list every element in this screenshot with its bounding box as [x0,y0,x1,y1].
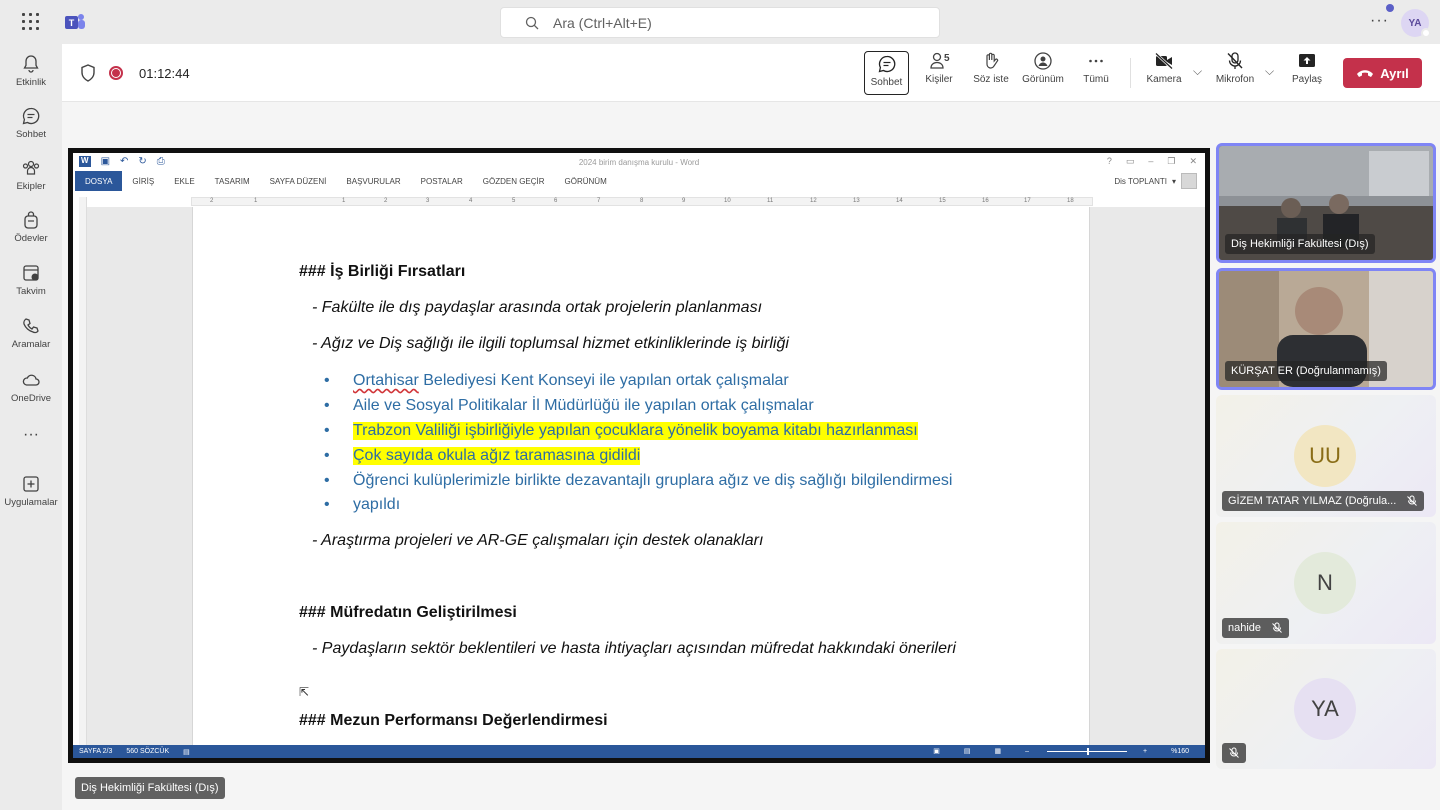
horizontal-ruler [191,197,1093,206]
rail-label: Ödevler [14,233,48,244]
account-avatar [1181,173,1197,189]
heading-graduate-performance: ### Mezun Performansı Değerlendirmesi [299,712,608,729]
participant-avatar: UU [1294,425,1356,487]
tab-layout[interactable]: SAYFA DÜZENİ [269,176,327,186]
tab-home[interactable]: GİRİŞ [132,176,155,186]
mouse-cursor-icon: ⇱ [299,685,310,699]
rail-more-icon[interactable]: ··· [23,426,39,443]
bullet-text-rest: Belediyesi Kent Konseyi ile yapılan ortak çalışmalar [418,372,789,389]
rail-label: Aramalar [11,339,51,350]
document-canvas[interactable] [87,207,1205,745]
word-doc-title: 2024 birim danışma kurulu - Word [578,158,700,167]
chevron-down-icon: ▾ [1171,176,1176,186]
teams-logo-icon [64,11,86,33]
mic-button[interactable] [1212,51,1258,95]
paragraph: - Fakülte ile dış paydaşlar arasında ortak projelerin planlanması [312,299,763,316]
print-layout-icon[interactable]: ▤ [963,748,971,755]
ruler-tick: 3 [426,198,430,204]
ruler-tick: 12 [810,198,817,204]
word-ribbon-tabs [73,171,1205,191]
mic-off-icon [1228,747,1240,759]
app-launcher-icon[interactable] [22,13,40,31]
tab-design[interactable]: TASARIM [214,176,250,186]
separator [1130,58,1131,88]
ruler-tick: 15 [939,198,946,204]
zoom-in-icon[interactable]: + [1143,747,1148,755]
left-rail [0,44,62,810]
raise-hand-label: Söz iste [973,74,1009,85]
word-account-name: Dis TOPLANTI [1114,176,1167,186]
ruler-tick: 18 [1067,198,1074,204]
ruler-tick: 2 [210,198,214,204]
mic-off-icon [1225,51,1245,71]
raise-hand-button[interactable] [971,51,1011,95]
participant-tile-self[interactable] [1216,649,1436,769]
paragraph: - Araştırma projeleri ve AR-GE çalışmaları için destek olanakları [312,532,764,549]
restore-icon[interactable]: ❐ [1167,156,1176,166]
zoom-level[interactable]: %160 [1171,747,1189,755]
rail-item-chat[interactable] [0,106,62,140]
participant-tile[interactable] [1216,395,1436,517]
participant-name [1222,618,1289,638]
cloud-icon [21,370,41,390]
rail-item-onedrive[interactable] [0,370,62,404]
word-status-bar [73,745,1205,758]
heading-collaboration: ### İş Birliği Fırsatları [299,263,466,280]
bell-icon [21,54,41,74]
rail-item-teams[interactable] [0,158,62,192]
presenter-name-chip: Diş Hekimliği Fakültesi (Dış) [75,777,225,799]
participant-name-text: KÜRŞAT ER (Doğrulanmamış) [1231,365,1381,377]
view-label: Görünüm [1022,74,1064,85]
raise-hand-icon [981,51,1001,71]
tab-view[interactable]: GÖRÜNÜM [564,176,607,186]
participant-name-text: GİZEM TATAR YILMAZ (Doğrula... [1228,495,1397,507]
rail-label: OneDrive [10,393,52,404]
ruler-tick: 16 [982,198,989,204]
phone-icon [21,316,41,336]
ruler-tick: 17 [1024,198,1031,204]
word-window-controls [1107,156,1197,167]
highlighted-bullet-text: Çok sayıda okula ağız taramasına gidildi [353,447,641,464]
people-count: 5 [944,53,950,64]
chat-icon [21,106,41,126]
share-button[interactable] [1290,51,1324,95]
participant-tile[interactable] [1216,522,1436,644]
redo-icon[interactable]: ↻ [138,156,147,167]
more-options-icon[interactable]: ··· [1370,12,1389,29]
highlighted-bullet-text: Trabzon Valiliği işbirliğiyle yapılan çocuklara yönelik boyama kitabı hazırlanması [353,422,918,439]
participant-name-text: nahide [1228,622,1262,634]
ruler-tick: 13 [853,198,860,204]
rail-label: Etkinlik [15,77,47,88]
ruler-tick: 4 [469,198,473,204]
people-label: Kişiler [925,74,953,85]
add-apps-icon [21,474,41,494]
participant-name [1222,491,1424,511]
mic-off-icon [1271,622,1283,634]
ruler-tick: 1 [254,198,258,204]
zoom-slider[interactable] [1047,751,1127,752]
notification-dot [1386,4,1394,12]
tab-mailings[interactable]: POSTALAR [420,176,463,186]
rail-item-calls[interactable] [0,316,62,350]
view-icon [1033,51,1053,71]
document-page[interactable] [192,207,1090,745]
search-placeholder: Ara (Ctrl+Alt+E) [553,14,652,31]
rail-item-activity[interactable] [0,54,62,88]
bullet-text: Öğrenci kulüplerimizle birlikte dezavantajlı gruplara ağız ve diş sağlığı bilgilendirmesi [353,472,953,489]
ruler-tick: 2 [384,198,388,204]
ribbon-display-icon[interactable]: ▭ [1125,156,1135,166]
read-mode-icon[interactable]: ▣ [933,748,940,755]
ruler-tick: 7 [597,198,601,204]
chat-icon [877,54,897,74]
camera-options-chevron-icon[interactable]: ⌵ [1193,64,1203,78]
ruler-tick: 5 [512,198,516,204]
web-layout-icon[interactable]: ▦ [994,748,1002,755]
participant-name [1225,361,1387,381]
rail-item-calendar[interactable] [0,263,62,297]
rail-label: Uygulamalar [4,497,58,508]
calendar-icon [21,263,41,283]
print-preview-icon[interactable]: ⎙ [156,156,165,167]
meeting-control-bar [62,44,1440,102]
user-avatar[interactable]: YA [1401,9,1429,37]
search-input[interactable] [500,7,940,38]
bullet-text [353,372,789,390]
rail-item-assignments[interactable] [0,210,62,244]
hang-up-icon [1356,68,1374,78]
ruler-tick: 9 [682,198,686,204]
share-icon [1297,51,1317,71]
participant-avatar: YA [1294,678,1356,740]
svg-text:T: T [68,18,75,28]
more-label: Tümü [1083,74,1109,85]
tab-review[interactable]: GÖZDEN GEÇİR [482,176,545,186]
ruler-tick: 14 [896,198,903,204]
view-button[interactable] [1019,51,1067,95]
ruler-tick: 10 [724,198,731,204]
meeting-timer: 01:12:44 [139,66,190,81]
recording-icon [109,66,123,80]
paragraph: - Paydaşların sektör beklentileri ve hasta ihtiyaçları açısından müfredat hakkındaki önerileri [312,640,956,657]
proofing-icon[interactable]: ▤ [183,748,190,756]
ruler-tick: 6 [554,198,558,204]
tab-references[interactable]: BAŞVURULAR [346,176,401,186]
rail-item-apps[interactable] [0,474,62,508]
page-indicator[interactable]: SAYFA 2/3 [79,748,113,755]
teams-icon [21,158,41,178]
help-icon[interactable]: ? [1106,156,1112,166]
vertical-ruler [79,197,87,745]
rail-label: Sohbet [15,129,47,140]
word-window [73,153,1205,758]
title-bar [0,0,1440,44]
more-actions-button[interactable] [1079,51,1113,95]
status-right [927,747,1197,755]
mic-off-icon [1406,495,1418,507]
ruler-tick: 8 [640,198,644,204]
tab-file[interactable]: DOSYA [75,171,122,191]
bullet-text: Aile ve Sosyal Politikalar İl Müdürlüğü ile yapılan ortak çalışmalar [353,397,814,414]
leave-button[interactable] [1343,58,1422,88]
participant-tile-video[interactable] [1216,268,1436,390]
rail-label: Ekipler [16,181,46,192]
word-title-bar [73,153,1205,171]
rail-label: Takvim [16,286,46,297]
word-logo-icon: W [81,156,89,165]
zoom-out-icon[interactable]: – [1025,747,1029,755]
presence-status-icon [1421,28,1431,38]
tab-insert[interactable]: EKLE [174,176,195,186]
mic-label: Mikrofon [1215,74,1255,85]
share-label: Paylaş [1291,74,1322,85]
people-button[interactable] [922,51,956,95]
camera-off-icon [1154,51,1174,71]
participant-name [1225,234,1375,254]
mic-options-chevron-icon[interactable]: ⌵ [1265,64,1275,78]
ruler-tick: 11 [767,198,774,204]
leave-label: Ayrıl [1380,65,1409,81]
undo-icon[interactable]: ↶ [120,156,129,167]
search-icon [525,16,539,30]
camera-label: Kamera [1146,74,1182,85]
chat-label: Sohbet [870,77,903,88]
participant-name-text: Diş Hekimliği Fakültesi (Dış) [1231,238,1369,250]
participant-name [1222,743,1246,763]
save-icon[interactable]: ▣ [100,156,111,167]
close-icon[interactable]: ✕ [1189,156,1197,166]
shared-screen [68,148,1210,763]
misspelled-word[interactable]: Ortahisar [353,372,419,389]
minimize-icon[interactable]: – [1148,156,1154,166]
word-count[interactable]: 560 SÖZCÜK [126,748,170,755]
chat-button[interactable] [864,51,909,95]
paragraph: - Ağız ve Diş sağlığı ile ilgili toplumsal hizmet etkinliklerinde iş birliği [312,335,789,352]
ruler-tick: 1 [342,198,346,204]
participant-tile-video[interactable] [1216,143,1436,263]
bullet-text: yapıldı [353,496,401,513]
camera-button[interactable] [1144,51,1184,95]
participant-avatar: N [1294,552,1356,614]
backpack-icon [21,210,41,230]
more-icon [1086,51,1106,71]
word-account[interactable] [1114,173,1197,189]
heading-curriculum: ### Müfredatın Geliştirilmesi [299,604,517,621]
shield-icon [80,64,96,82]
